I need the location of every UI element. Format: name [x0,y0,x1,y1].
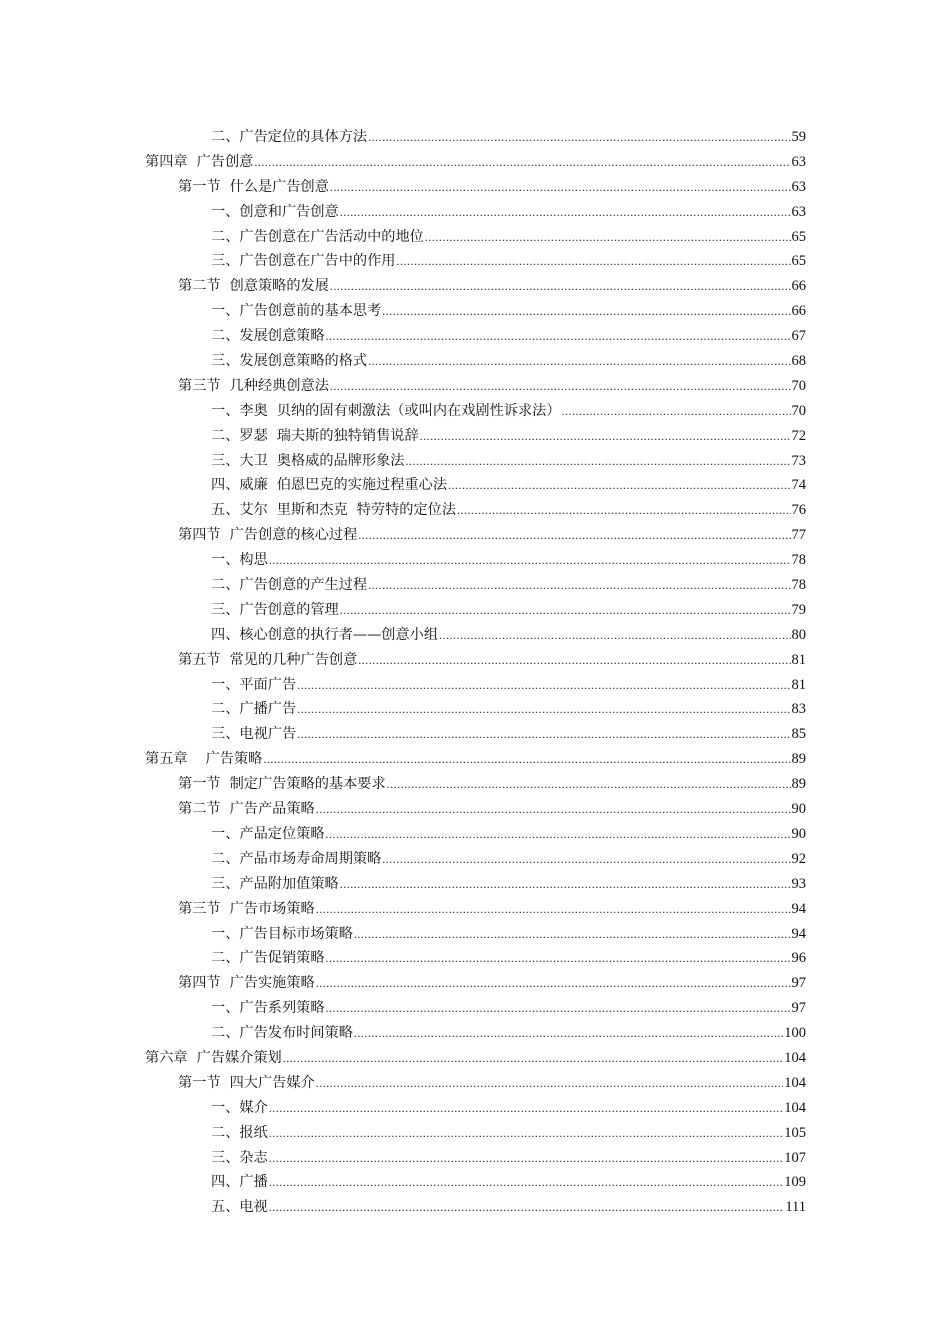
dot-leader [269,1121,783,1146]
toc-subsection-entry[interactable] [145,946,806,971]
dot-leader [330,175,791,200]
toc-entry-title: 第六章 广告媒介策划 [145,1049,282,1066]
toc-subsection-entry[interactable] [145,424,806,449]
dot-leader [269,1170,783,1195]
dot-leader [358,648,790,673]
toc-page-number: 89 [791,751,806,768]
toc-subsection-entry[interactable] [145,498,806,523]
dot-leader [382,299,790,324]
dot-leader [269,1146,783,1171]
dot-leader [316,971,791,996]
toc-entry-title: 二、产品市场寿命周期策略 [211,850,382,867]
toc-subsection-entry[interactable] [145,822,806,847]
toc-entry-title: 二、广告发布时间策略 [211,1025,353,1042]
toc-entry-title: 一、广告系列策略 [211,1000,325,1017]
toc-subsection-entry[interactable] [145,299,806,324]
toc-page-number: 96 [791,950,806,967]
toc-entry-title: 三、电视广告 [211,726,297,743]
toc-chapter-entry[interactable] [145,747,806,772]
dot-leader [448,473,790,498]
toc-page-number: 85 [791,726,806,743]
toc-page-number: 89 [791,776,806,793]
dot-leader [316,1071,784,1096]
toc-entry-title: 一、广告目标市场策略 [211,925,353,942]
toc-entry-title: 第一节 制定广告策略的基本要求 [178,776,386,793]
toc-subsection-entry[interactable] [145,473,806,498]
toc-page-number: 81 [791,651,806,668]
toc-subsection-entry[interactable] [145,697,806,722]
toc-page-number: 105 [784,1124,806,1141]
toc-page-number: 104 [784,1099,806,1116]
toc-section-entry[interactable] [145,797,806,822]
toc-entry-title: 二、广播广告 [211,701,297,718]
dot-leader [368,125,790,150]
toc-page-number: 94 [791,900,806,917]
toc-entry-title: 二、广告创意的产生过程 [211,577,368,594]
toc-page-number: 79 [791,601,806,618]
toc-entry-title: 一、构思 [211,552,268,569]
toc-subsection-entry[interactable] [145,249,806,274]
toc-entry-title: 第五章 广告策略 [145,751,263,768]
toc-entry-title: 二、广告定位的具体方法 [211,129,368,145]
toc-entry-title: 一、产品定位策略 [211,825,325,842]
toc-entry-title: 第一节 四大广告媒介 [178,1074,315,1091]
toc-section-entry[interactable] [145,897,806,922]
dot-leader [387,772,791,797]
dot-leader [269,1195,785,1220]
dot-leader [297,722,790,747]
toc-entry-title: 一、创意和广告创意 [211,203,339,220]
toc-entry-title: 一、广告创意前的基本思考 [211,303,382,320]
dot-leader [326,996,791,1021]
dot-leader [263,747,790,772]
toc-page-number: 83 [791,701,806,718]
toc-entry-title: 第二节 广告产品策略 [178,801,315,818]
toc-subsection-entry[interactable] [145,225,806,250]
dot-leader [326,946,791,971]
toc-subsection-entry[interactable] [145,125,806,150]
toc-section-entry[interactable] [145,971,806,996]
toc-page-number: 104 [784,1074,806,1091]
toc-entry-title: 一、李奥 贝纳的固有刺激法（或叫内在戏剧性诉求法） [211,402,561,419]
toc-entry-title: 二、广告促销策略 [211,950,325,967]
toc-entry-title: 第三节 广告市场策略 [178,900,315,917]
dot-leader [425,225,791,250]
toc-entry-title: 一、平面广告 [211,676,297,693]
toc-section-entry[interactable] [145,274,806,299]
toc-subsection-entry[interactable] [145,200,806,225]
dot-leader [420,424,791,449]
toc-entry-title: 一、媒介 [211,1099,268,1116]
toc-page-number: 100 [784,1025,806,1042]
toc-page-number: 66 [791,303,806,320]
toc-page-number: 109 [784,1174,806,1191]
toc-page-number: 74 [791,477,806,494]
dot-leader [326,324,791,349]
toc-subsection-entry[interactable] [145,573,806,598]
dot-leader [562,399,791,424]
toc-entry-title: 第五节 常见的几种广告创意 [178,651,358,668]
toc-page-number: 70 [791,377,806,394]
dot-leader [439,623,790,648]
toc-subsection-entry[interactable] [145,996,806,1021]
toc-subsection-entry[interactable] [145,548,806,573]
dot-leader [358,523,790,548]
toc-page-number: 107 [784,1149,806,1166]
toc-entry-title: 二、罗瑟 瑞夫斯的独特销售说辞 [211,427,419,444]
toc-subsection-entry[interactable] [145,872,806,897]
dot-leader [297,673,790,698]
toc-page-number: 97 [791,1000,806,1017]
toc-chapter-entry[interactable] [145,1046,806,1071]
toc-entry-title: 四、核心创意的执行者——创意小组 [211,626,439,643]
toc-entry-title: 四、威廉 伯恩巴克的实施过程重心法 [211,477,448,494]
toc-page-number: 104 [784,1049,806,1066]
toc-subsection-entry[interactable] [145,922,806,947]
toc-page-number: 80 [791,626,806,643]
dot-leader [269,1096,783,1121]
dot-leader [326,822,791,847]
toc-page-number: 67 [791,328,806,345]
toc-entry-title: 二、广告创意在广告活动中的地位 [211,228,424,245]
toc-page-number: 90 [791,801,806,818]
table-of-contents [145,125,806,1220]
toc-entry-title: 三、杂志 [211,1149,268,1166]
toc-subsection-entry[interactable] [145,1121,806,1146]
toc-entry-title: 五、艾尔 里斯和杰克 特劳特的定位法 [211,502,457,519]
dot-leader [340,200,791,225]
toc-subsection-entry[interactable] [145,399,806,424]
toc-section-entry[interactable] [145,648,806,673]
toc-page-number: 59 [791,129,806,145]
toc-page-number: 65 [791,253,806,270]
toc-entry-title: 二、发展创意策略 [211,328,325,345]
dot-leader [354,1021,783,1046]
toc-subsection-entry[interactable] [145,1195,806,1220]
toc-page-number: 66 [791,278,806,295]
dot-leader [354,922,791,947]
toc-subsection-entry[interactable] [145,349,806,374]
toc-entry-title: 第二节 创意策略的发展 [178,278,329,295]
toc-entry-title: 第四章 广告创意 [145,153,254,170]
toc-subsection-entry[interactable] [145,722,806,747]
toc-entry-title: 三、大卫 奥格威的品牌形象法 [211,452,405,469]
toc-subsection-entry[interactable] [145,1170,806,1195]
dot-leader [382,847,790,872]
toc-section-entry[interactable] [145,374,806,399]
toc-entry-title: 三、广告创意的管理 [211,601,339,618]
toc-entry-title: 第四节 广告创意的核心过程 [178,527,358,544]
toc-page-number: 77 [791,527,806,544]
dot-leader [396,249,790,274]
dot-leader [368,573,790,598]
dot-leader [269,548,791,573]
toc-subsection-entry[interactable] [145,1146,806,1171]
toc-section-entry[interactable] [145,1071,806,1096]
dot-leader [405,449,790,474]
dot-leader [283,1046,784,1071]
toc-subsection-entry[interactable] [145,1096,806,1121]
toc-page-number: 76 [791,502,806,519]
toc-page-number: 90 [791,825,806,842]
toc-entry-title: 二、报纸 [211,1124,268,1141]
dot-leader [340,598,791,623]
toc-entry-title: 第一节 什么是广告创意 [178,178,329,195]
dot-leader [457,498,790,523]
dot-leader [297,697,790,722]
toc-page-number: 63 [791,178,806,195]
toc-page-number: 111 [785,1199,806,1216]
toc-entry-title: 三、广告创意在广告中的作用 [211,253,396,270]
toc-subsection-entry[interactable] [145,623,806,648]
toc-page-number: 78 [791,577,806,594]
toc-section-entry[interactable] [145,175,806,200]
toc-page-number: 73 [791,452,806,469]
toc-entry-title: 三、产品附加值策略 [211,875,339,892]
toc-page-number: 68 [791,353,806,370]
dot-leader [254,150,790,175]
toc-subsection-entry[interactable] [145,598,806,623]
toc-page-number: 94 [791,925,806,942]
dot-leader [330,374,791,399]
dot-leader [330,274,791,299]
toc-entry-title: 三、发展创意策略的格式 [211,353,368,370]
toc-entry-title: 四、广播 [211,1174,268,1191]
toc-chapter-entry[interactable] [145,150,806,175]
toc-page-number: 70 [791,402,806,419]
toc-subsection-entry[interactable] [145,449,806,474]
toc-page-number: 72 [791,427,806,444]
toc-section-entry[interactable] [145,523,806,548]
toc-subsection-entry[interactable] [145,324,806,349]
toc-page-number: 81 [791,676,806,693]
toc-entry-title: 五、电视 [211,1199,268,1216]
toc-subsection-entry[interactable] [145,673,806,698]
toc-subsection-entry[interactable] [145,847,806,872]
toc-page-number: 78 [791,552,806,569]
toc-page-number: 93 [791,875,806,892]
dot-leader [368,349,790,374]
toc-page-number: 63 [791,153,806,170]
toc-page-number: 63 [791,203,806,220]
toc-section-entry[interactable] [145,772,806,797]
toc-page-number: 65 [791,228,806,245]
toc-entry-title: 第四节 广告实施策略 [178,975,315,992]
toc-subsection-entry[interactable] [145,1021,806,1046]
toc-entry-title: 第三节 几种经典创意法 [178,377,329,394]
toc-page-number: 92 [791,850,806,867]
toc-page-number: 97 [791,975,806,992]
dot-leader [316,797,791,822]
dot-leader [316,897,791,922]
dot-leader [340,872,791,897]
